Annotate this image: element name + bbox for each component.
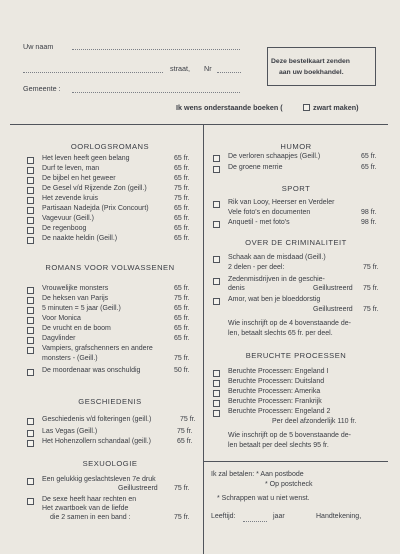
city-label: Gemeente : [23, 84, 61, 93]
processen-note-2: len betaalt per deel slechts 95 fr. [228, 442, 329, 449]
checkbox[interactable] [213, 410, 220, 417]
checkbox[interactable] [27, 297, 34, 304]
price: 75 fr. [363, 306, 379, 313]
postcheck-option[interactable]: * Op postcheck [265, 481, 313, 488]
list-item: Las Vegas (Geill.) [42, 428, 98, 435]
list-item: De vrucht en de boom [42, 325, 111, 332]
price: 65 fr. [177, 438, 193, 445]
checkbox[interactable] [27, 369, 34, 376]
checkbox[interactable] [27, 498, 34, 505]
order-text-2: zwart maken) [313, 103, 359, 112]
list-item: Rik van Looy, Heerser en Verdeler [228, 199, 335, 206]
checkbox[interactable] [27, 347, 34, 354]
processen-note-1: Wie inschrijft op de 5 bovenstaande de- [228, 432, 351, 439]
checkbox[interactable] [213, 201, 220, 208]
list-item-note: Geillustreerd [313, 306, 353, 313]
checkbox[interactable] [213, 221, 220, 228]
price: 65 fr. [174, 175, 190, 182]
price: 65 fr. [174, 165, 190, 172]
processen-title: BERUCHTE PROCESSEN [245, 351, 347, 360]
box-line2: aan uw boekhandel. [279, 69, 344, 76]
betalen-label: Ik zal betalen: * Aan postbode [211, 471, 304, 478]
price: 65 fr. [174, 335, 190, 342]
name-label: Uw naam [23, 42, 54, 51]
checkbox[interactable] [27, 418, 34, 425]
checkbox[interactable] [27, 237, 34, 244]
footer-rule [203, 461, 388, 462]
criminaliteit-note-1: Wie inschrijft op de 4 bovenstaande de- [228, 320, 351, 327]
list-item: De groene merrie [228, 164, 283, 171]
list-item: Het Hohenzollern schandaal (geill.) [42, 438, 151, 445]
price: 65 fr. [174, 235, 190, 242]
price: 75 fr. [174, 295, 190, 302]
top-rule [10, 124, 388, 125]
volwassenen-title: ROMANS VOOR VOLWASSENEN [45, 263, 175, 272]
price: 50 fr. [174, 367, 190, 374]
list-item: Schaak aan de misdaad (Geill.) [228, 254, 326, 261]
checkbox[interactable] [213, 390, 220, 397]
list-item-line2: Vele foto's en documenten [228, 209, 311, 216]
checkbox[interactable] [27, 307, 34, 314]
price: 65 fr. [174, 305, 190, 312]
list-item: Durf te leven, man [42, 165, 100, 172]
nr-label: Nr [204, 64, 212, 73]
list-item: Een gelukkig geslachtsleven 7e druk [42, 476, 156, 483]
list-item: Partisaan Nadejda (Prix Concourt) [42, 205, 149, 212]
list-item: De moordenaar was onschuldig [42, 367, 141, 374]
list-item: De bijbel en het geweer [42, 175, 116, 182]
checkbox[interactable] [213, 380, 220, 387]
checkbox[interactable] [27, 327, 34, 334]
price: 65 fr. [174, 205, 190, 212]
checkbox[interactable] [27, 217, 34, 224]
price: 65 fr. [361, 153, 377, 160]
schrappen-note: * Schrappen wat u niet wenst. [217, 495, 310, 502]
list-item-line2: Het zwartboek van de liefde [42, 505, 129, 512]
street-field[interactable] [23, 72, 163, 73]
name-field[interactable] [72, 49, 240, 50]
list-item: Het leven heeft geen belang [42, 155, 130, 162]
checkbox[interactable] [213, 256, 220, 263]
checkbox[interactable] [213, 155, 220, 162]
sexuologie-title: SEXUOLOGIE [82, 459, 138, 468]
list-item: Beruchte Processen: Engeland 2 [228, 408, 331, 415]
box-line1: Deze bestelkaart zenden [271, 58, 350, 65]
list-item: De Gesel v/d Rijzende Zon (geill.) [42, 185, 147, 192]
price: 65 fr. [174, 225, 190, 232]
list-item: Amor, wat ben je bloeddorstig [228, 296, 321, 303]
price: 75 fr. [174, 514, 190, 521]
nr-field[interactable] [217, 72, 241, 73]
price: 65 fr. [174, 285, 190, 292]
humor-title: HUMOR [280, 142, 312, 151]
checkbox[interactable] [213, 298, 220, 305]
age-field[interactable] [243, 521, 267, 522]
checkbox[interactable] [213, 370, 220, 377]
checkbox[interactable] [213, 400, 220, 407]
list-item: Geschiedenis v/d folteringen (geill.) [42, 416, 152, 423]
list-item-note: Geillustreerd [313, 285, 353, 292]
criminaliteit-title: OVER DE CRIMINALITEIT [245, 238, 347, 247]
price: 65 fr. [361, 164, 377, 171]
checkbox[interactable] [213, 278, 220, 285]
oorlog-title: OORLOGSROMANS [70, 142, 150, 151]
city-field[interactable] [72, 92, 240, 93]
price: 65 fr. [174, 325, 190, 332]
checkbox[interactable] [27, 167, 34, 174]
handtekening-label: Handtekening, [316, 513, 362, 520]
checkbox[interactable] [27, 478, 34, 485]
checkbox[interactable] [27, 440, 34, 447]
sport-title: SPORT [281, 184, 311, 193]
list-item: De heksen van Parijs [42, 295, 109, 302]
price: 75 fr. [363, 285, 379, 292]
list-item: Zedenmisdrijven in de geschie- [228, 276, 325, 283]
instruction-box [267, 47, 376, 86]
price: 65 fr. [174, 215, 190, 222]
jaar-label: jaar [273, 513, 285, 520]
list-item: Beruchte Processen: Engeland I [228, 368, 329, 375]
checkbox[interactable] [27, 187, 34, 194]
column-divider [203, 124, 204, 554]
price: 65 fr. [174, 155, 190, 162]
checkbox[interactable] [27, 337, 34, 344]
price: 75 fr. [363, 264, 379, 271]
checkbox[interactable] [27, 177, 34, 184]
leeftijd-label: Leeftijd: [211, 513, 236, 520]
list-item-line3: die 2 samen in een band : [50, 514, 131, 521]
list-item-line2: denis [228, 285, 245, 292]
geschiedenis-title: GESCHIEDENIS [78, 397, 142, 406]
price: 75 fr. [180, 416, 196, 423]
list-item: De sexe heeft haar rechten en [42, 496, 137, 503]
list-item: Vrouwelijke monsters [42, 285, 109, 292]
order-legend-checkbox [303, 104, 310, 111]
list-item: De naakte heldin (Geill.) [42, 235, 118, 242]
checkbox[interactable] [27, 157, 34, 164]
street-label: straat, [170, 64, 190, 73]
order-text-1: Ik wens onderstaande boeken ( [176, 103, 283, 112]
price: 65 fr. [174, 315, 190, 322]
price: 75 fr. [174, 195, 190, 202]
list-item-line2: 2 delen - per deel: [228, 264, 285, 271]
price: 98 fr. [361, 219, 377, 226]
checkbox[interactable] [27, 197, 34, 204]
list-item: Dagvlinder [42, 335, 76, 342]
price: 98 fr. [361, 209, 377, 216]
list-item-line2: monsters - (Geill.) [42, 355, 98, 362]
checkbox[interactable] [27, 430, 34, 437]
checkbox[interactable] [213, 166, 220, 173]
list-item: De regenboog [42, 225, 87, 232]
list-item: Voor Monica [42, 315, 81, 322]
list-item: Vampiers, grafschenners en andere [42, 345, 153, 352]
checkbox[interactable] [27, 207, 34, 214]
checkbox[interactable] [27, 317, 34, 324]
list-item: Beruchte Processen: Amerika [228, 388, 321, 395]
price: 75 fr. [177, 428, 193, 435]
list-item: 5 minuten = 5 jaar (Geill.) [42, 305, 121, 312]
list-item: Het zevende kruis [42, 195, 99, 202]
list-item: De verloren schaapjes (Geill.) [228, 153, 321, 160]
criminaliteit-note-2: len, betaalt slechts 65 fr. per deel. [228, 330, 333, 337]
price: 75 fr. [174, 355, 190, 362]
processen-per-deel: Per deel afzonderlijk 110 fr. [272, 418, 357, 425]
list-item: Beruchte Processen: Duitsland [228, 378, 325, 385]
list-item: Beruchte Processen: Frankrijk [228, 398, 322, 405]
checkbox[interactable] [27, 287, 34, 294]
list-item: Vagevuur (Geill.) [42, 215, 95, 222]
checkbox[interactable] [27, 227, 34, 234]
price: 75 fr. [174, 185, 190, 192]
list-item-line2: Geillustreerd [118, 485, 158, 492]
price: 75 fr. [174, 485, 190, 492]
list-item: Anquetil - met foto's [228, 219, 290, 226]
